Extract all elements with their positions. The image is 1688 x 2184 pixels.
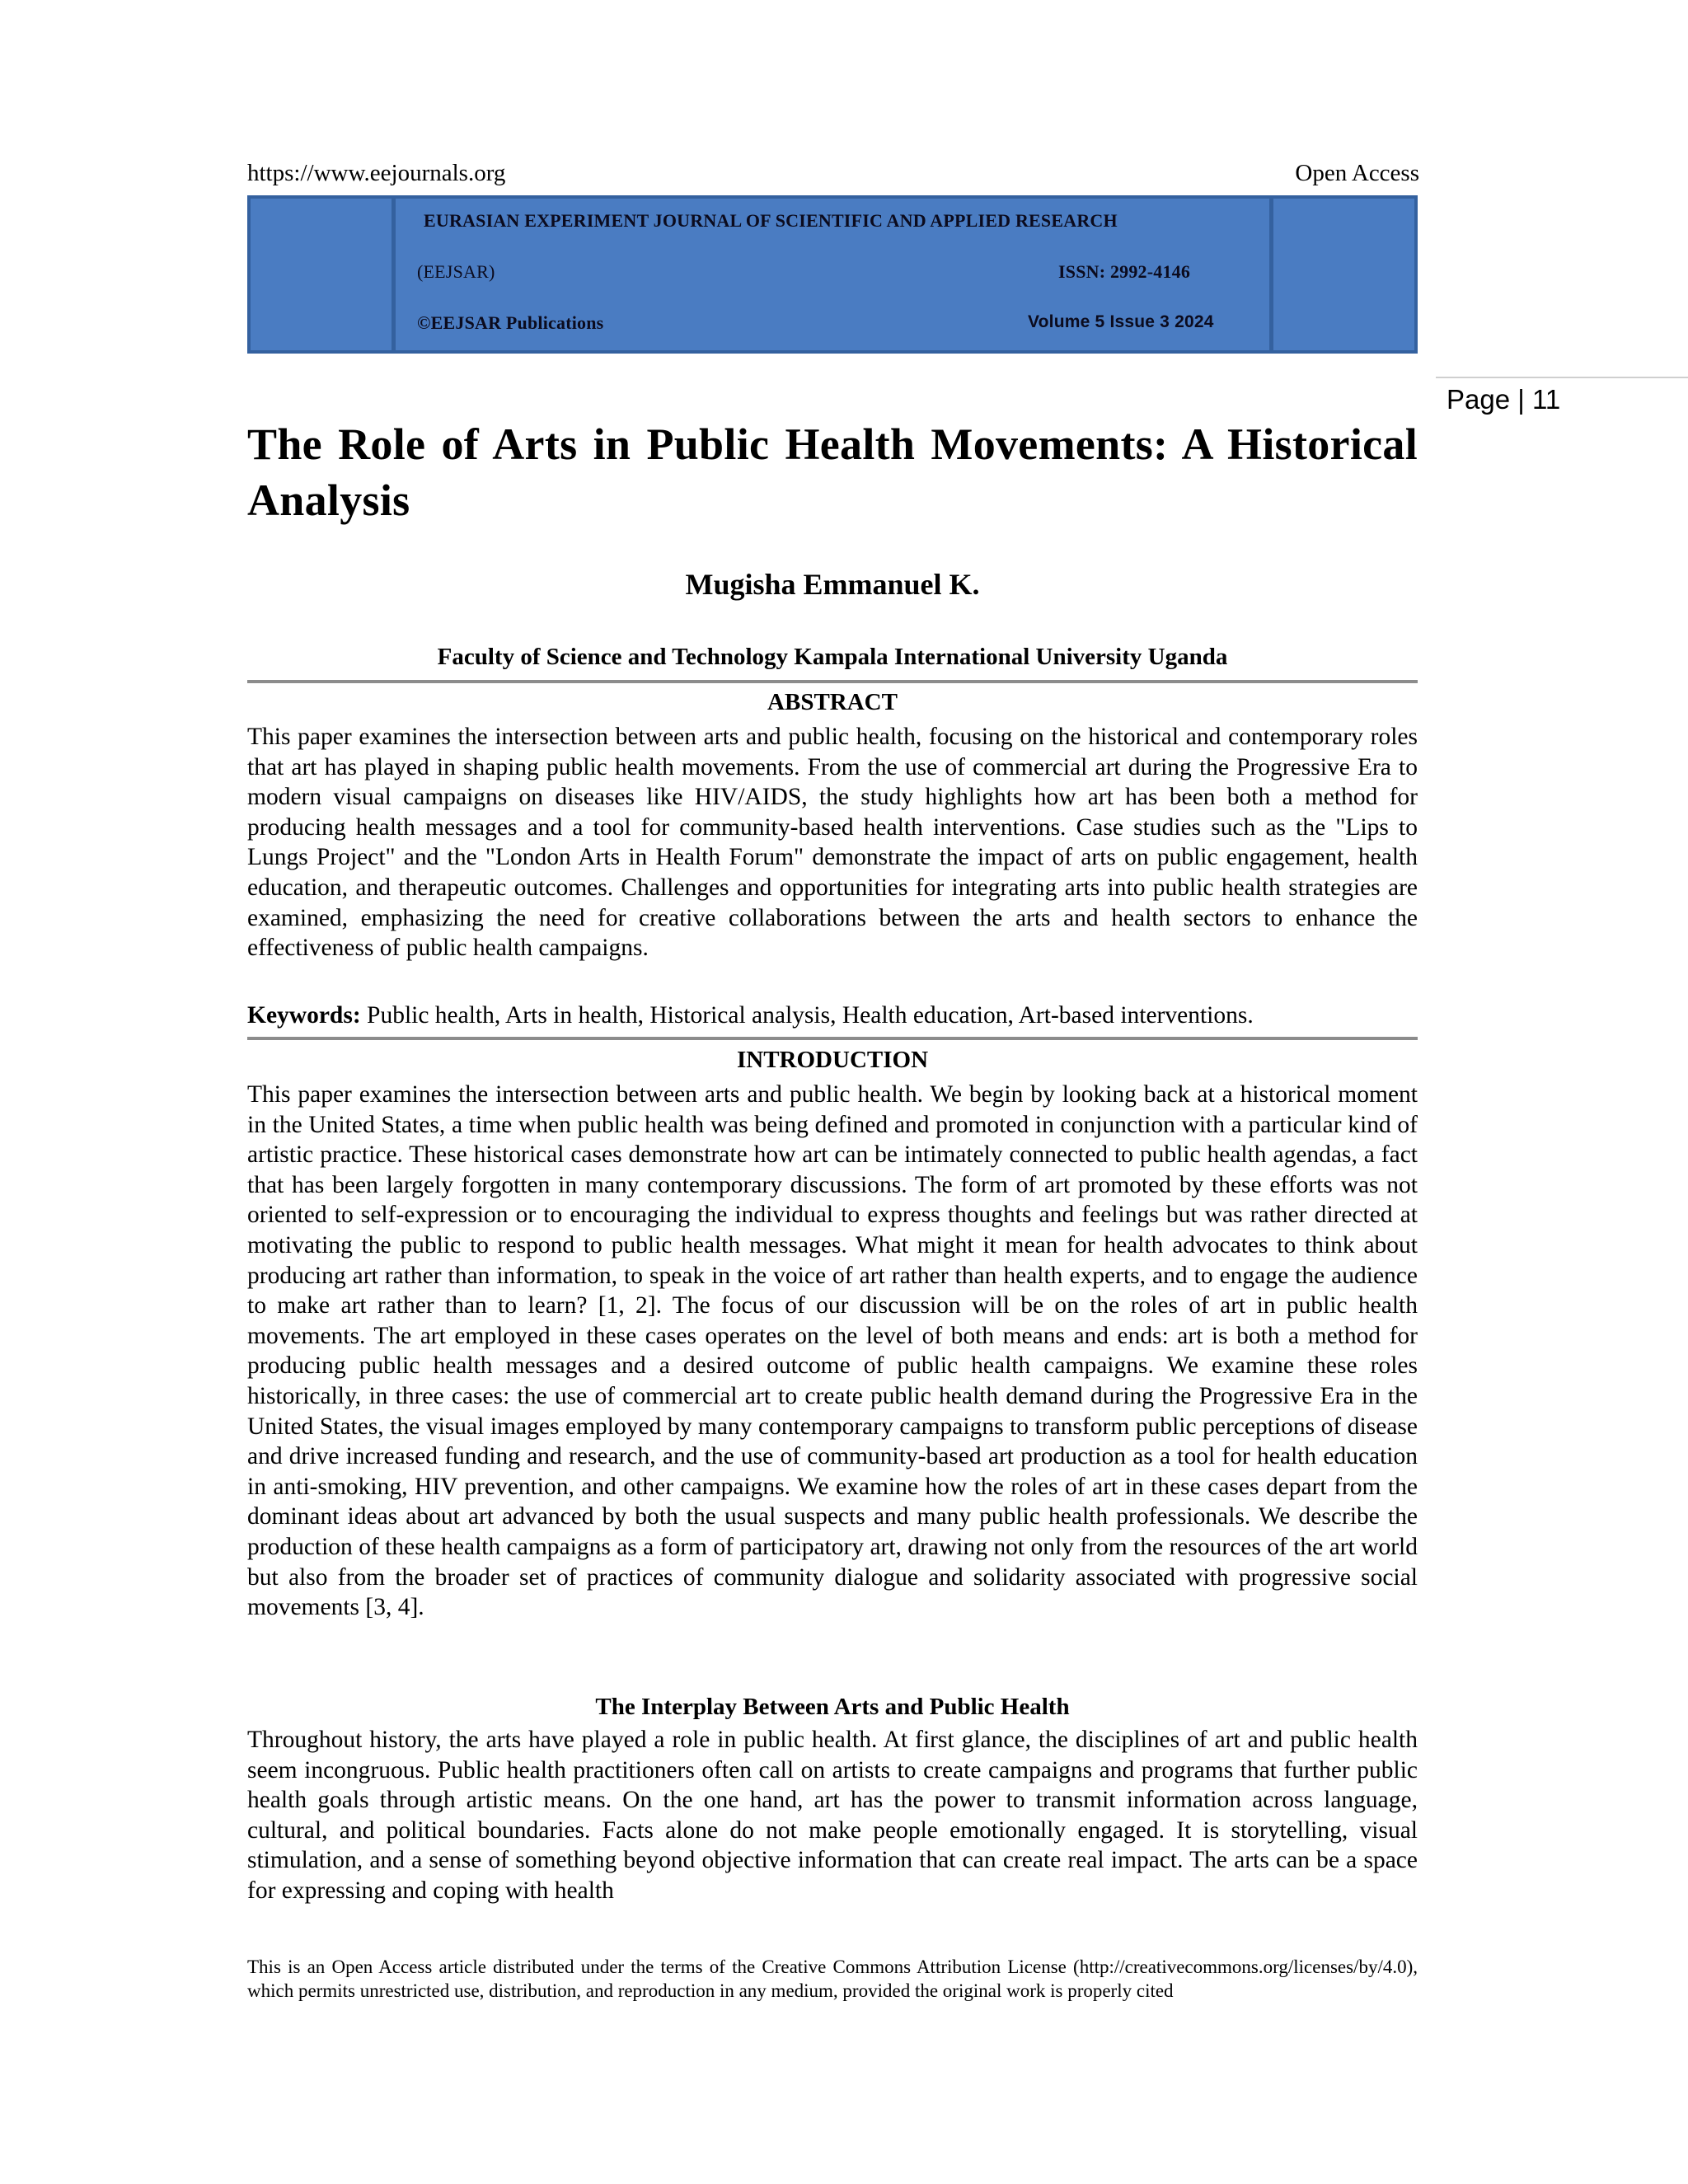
keywords-line bbox=[247, 1001, 1418, 1030]
open-access-label: Open Access bbox=[1295, 160, 1419, 186]
keywords-list: Public health, Arts in health, Historical analysis, Health education, Art-based interventions. bbox=[367, 1002, 1254, 1029]
paper-title: The Role of Arts in Public Health Movements: A Historical Analysis bbox=[247, 419, 1418, 525]
page-number: Page | 11 bbox=[1447, 384, 1561, 415]
abstract-bottom-rule bbox=[247, 1037, 1418, 1040]
journal-abbreviation: (EEJSAR) bbox=[417, 261, 495, 282]
journal-issn: ISSN: 2992-4146 bbox=[1058, 261, 1191, 282]
keywords-label: Keywords: bbox=[247, 1002, 361, 1029]
abstract-heading: ABSTRACT bbox=[767, 689, 898, 715]
journal-name: EURASIAN EXPERIMENT JOURNAL OF SCIENTIFIC AND APPLIED RESEARCH bbox=[424, 210, 1118, 231]
abstract-text: This paper examines the intersection between arts and public health, focusing on the historical and contemporary roles that art has played in shaping public health movements. From the use of commercial art during the Progressive Era to modern visual campaigns on diseases like HIV/AIDS, the study highlights how art has been both a method for producing health messages and a tool for community-based health interventions. Case studies such as the "Lips to Lungs Project" and the "London Arts in Health Forum" demonstrate the impact of arts on public engagement, health education, and therapeutic outcomes. Challenges and opportunities for integrating arts into public health strategies are examined, emphasizing the need for creative collaborations between the arts and health sectors to enhance the effectiveness of public health campaigns. bbox=[247, 724, 1418, 962]
journal-publisher: ©EEJSAR Publications bbox=[417, 312, 604, 333]
paper-author: Mugisha Emmanuel K. bbox=[685, 568, 980, 601]
author-affiliation: Faculty of Science and Technology Kampala International University Uganda bbox=[437, 644, 1228, 670]
page-number-divider bbox=[1436, 377, 1688, 378]
abstract-top-rule bbox=[247, 680, 1418, 683]
interplay-text: Throughout history, the arts have played a role in public health. At first glance, the disciplines of art and public health seem incongruous. Public health practitioners often call on artists to create campaigns and programs that further public health goals through artistic means. On the one hand, art has the power to transmit information across language, cultural, and political boundaries. Facts alone do not make people emotionally engaged. It is storytelling, visual stimulation, and a sense of something beyond objective information that can create real impact. The arts can be a space for expressing and coping with health bbox=[247, 1727, 1418, 1904]
banner-right-cell bbox=[1269, 199, 1414, 350]
journal-banner bbox=[247, 195, 1418, 354]
license-footer: This is an Open Access article distributed under the terms of the Creative Commons Attribution License (http://creativecommons.org/licenses/by/4.0), which permits unrestricted use, distribution, and reproduction in any medium, provided the original work is properly cited bbox=[247, 1957, 1418, 2001]
introduction-heading: INTRODUCTION bbox=[736, 1047, 929, 1073]
introduction-text: This paper examines the intersection between arts and public health. We begin by looking back at a historical moment in the United States, a time when public health was being defined and promoted in conjunction with a particular kind of artistic practice. These historical cases demonstrate how art can be intimately connected to public health agendas, a fact that has been largely forgotten in many contemporary discussions. The form of art promoted by these efforts was not oriented to self-expression or to encouraging the individual to express thoughts and feelings but was rather directed at motivating the public to respond to public health messages. What might it mean for health advocates to think about producing art rather than information, to speak in the voice of art rather than health experts, and to engage the audience to make art rather than to learn? [1, 2]. The focus of our discussion will be on the roles of art in public health movements. The art employed in these cases operates on the level of both means and ends: art is both a method for producing public health messages and a desired outcome of public health campaigns. We examine these roles historically, in three cases: the use of commercial art to create public health demand during the Progressive Era in the United States, the visual images employed by many contemporary campaigns to transform public perceptions of disease and drive increased funding and research, and the use of community-based art production as a tool for health education in anti-smoking, HIV prevention, and other campaigns. We examine how the roles of art in these cases depart from the dominant ideas about art advanced by both the usual suspects and many public health professionals. We describe the production of these health campaigns as a form of participatory art, drawing not only from the resources of the art world but also from the broader set of practices of community dialogue and solidarity associated with progressive social movements [3, 4]. bbox=[247, 1081, 1418, 1621]
interplay-heading: The Interplay Between Arts and Public Health bbox=[595, 1694, 1070, 1720]
journal-url-link[interactable]: https://www.eejournals.org bbox=[247, 160, 506, 186]
journal-volume-issue: Volume 5 Issue 3 2024 bbox=[1028, 312, 1214, 331]
banner-left-cell bbox=[251, 199, 396, 350]
